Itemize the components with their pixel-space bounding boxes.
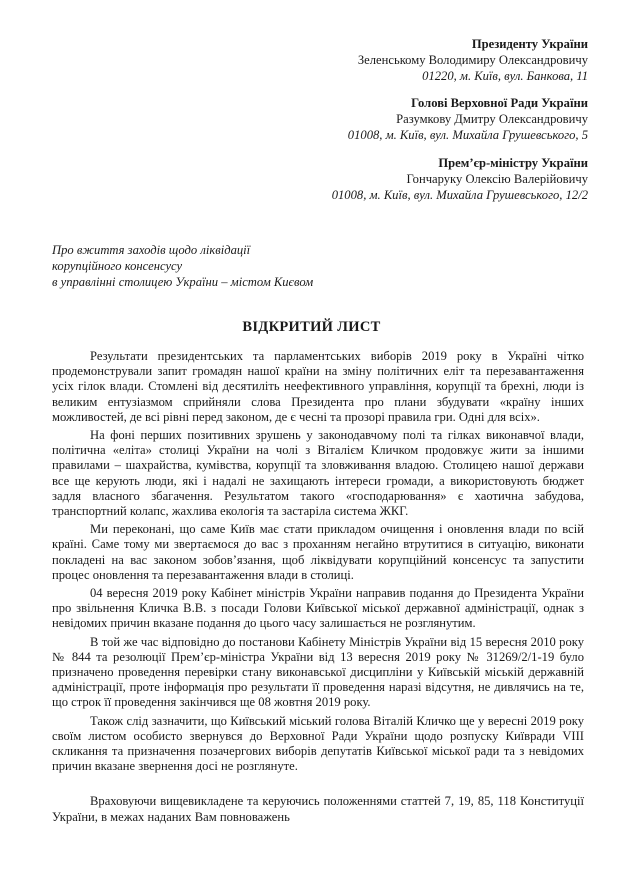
addressee-prime-minister [332,155,588,203]
body-paragraph: В той же час відповідно до постанови Кабінету Міністрів України від 15 вересня 2010 року № 844 та резолюції Прем’єр-міністра України від 13 вересня 2019 року № 31269/2/1-19 було призначено проведення перевірки стану виконавської дисципліни у Київській міській державній адміністрації, проте інформація про результати її проведення наразі відсутня, не дивлячись на те, що строк її проведення закінчився ще 08 жовтня 2019 року. [52,634,584,710]
subject-line: Про вжиття заходів щодо ліквідації [52,243,251,257]
body-paragraph: Результати президентських та парламентських виборів 2019 року в Україні чітко продемонстрували запит громадян нашої країни на зміну політичних еліт та перезавантаження усіх гілок влади. Стомлені від десятиліть неефективного управління, корупції та брехні, люди із великим ентузіазмом сприйняли слова Президента про плани збудувати «країну інших можливостей, де всі рівні перед законом, де є чесні та прозорі правила гри. Одні для всіх». [52,349,584,424]
body-paragraph: 04 вересня 2019 року Кабінет міністрів України направив подання до Президента України про звільнення Кличка В.В. з посади Голови Київської міської державної адміністрації, однак з невідомих причин вказане подання до цього часу залишається не розглянутим. [52,586,584,631]
subject-line: в управлінні столицею України – містом Києвом [52,275,314,289]
body-paragraph: Ми переконані, що саме Київ має стати прикладом очищення і оновлення влади по всій країні. Саме тому ми звертаємося до вас з проханням негайно втрутитися в ситуацію, виконати покладені на вас законом зобов’язання, щоб ліквідувати корупційний консенсус та запустити процес оновлення та перезавантаження влади в столиці. [52,522,584,582]
letter-heading: ВІДКРИТИЙ ЛИСТ [242,319,381,335]
body-paragraph: На фоні перших позитивних зрушень у законодавчому полі та гілках виконавчої влади, політична «еліта» столиці України на чолі з Віталієм Кличком продовжує жити за іншими правилами – шахрайства, кумівства, корупції та зловживання владою. Столицею нашої держави все ще керують люди, які і надалі не захищають інтереси громади, а використовують бюджет задля власного збагачення. Результатом такого «господарювання» є хаотична забудова, транспортний колапс, жахлива екологія та застаріла система ЖКГ. [52,428,584,519]
addressee-parliament-speaker [348,95,588,143]
addressee-name: Гончаруку Олексію Валерійовичу [406,172,588,186]
letter-subject [52,242,313,290]
addressee-address: 01008, м. Київ, вул. Михайла Грушевського, 12/2 [331,188,588,202]
addressee-president [358,36,588,84]
addressee-title: Прем’єр-міністру України [438,156,588,170]
body-paragraph: Також слід зазначити, що Київський міський голова Віталій Кличко ще у вересні 2019 року своїм листом особисто звернувся до Верховної Ради України щодо розпуску Київради VIII скликання та призначення позачергових виборів депутатів Київської міської ради та з невідомих причин вказане звернення досі не розглянуте. [52,713,584,774]
addressee-name: Разумкову Дмитру Олександровичу [396,112,588,126]
addressee-address: 01008, м. Київ, вул. Михайла Грушевського, 5 [347,128,588,142]
addressee-title: Голові Верховної Ради України [411,96,588,110]
addressee-address: 01220, м. Київ, вул. Банкова, 11 [422,69,588,83]
subject-line: корупційного консенсусу [52,259,183,273]
addressee-name: Зеленському Володимиру Олександровичу [357,53,588,67]
body-paragraph: Враховуючи вищевикладене та керуючись положеннями статтей 7, 19, 85, 118 Конституції України, в межах наданих Вам повноважень [52,794,584,824]
addressee-title: Президенту України [471,37,588,51]
letter-body [52,349,584,828]
